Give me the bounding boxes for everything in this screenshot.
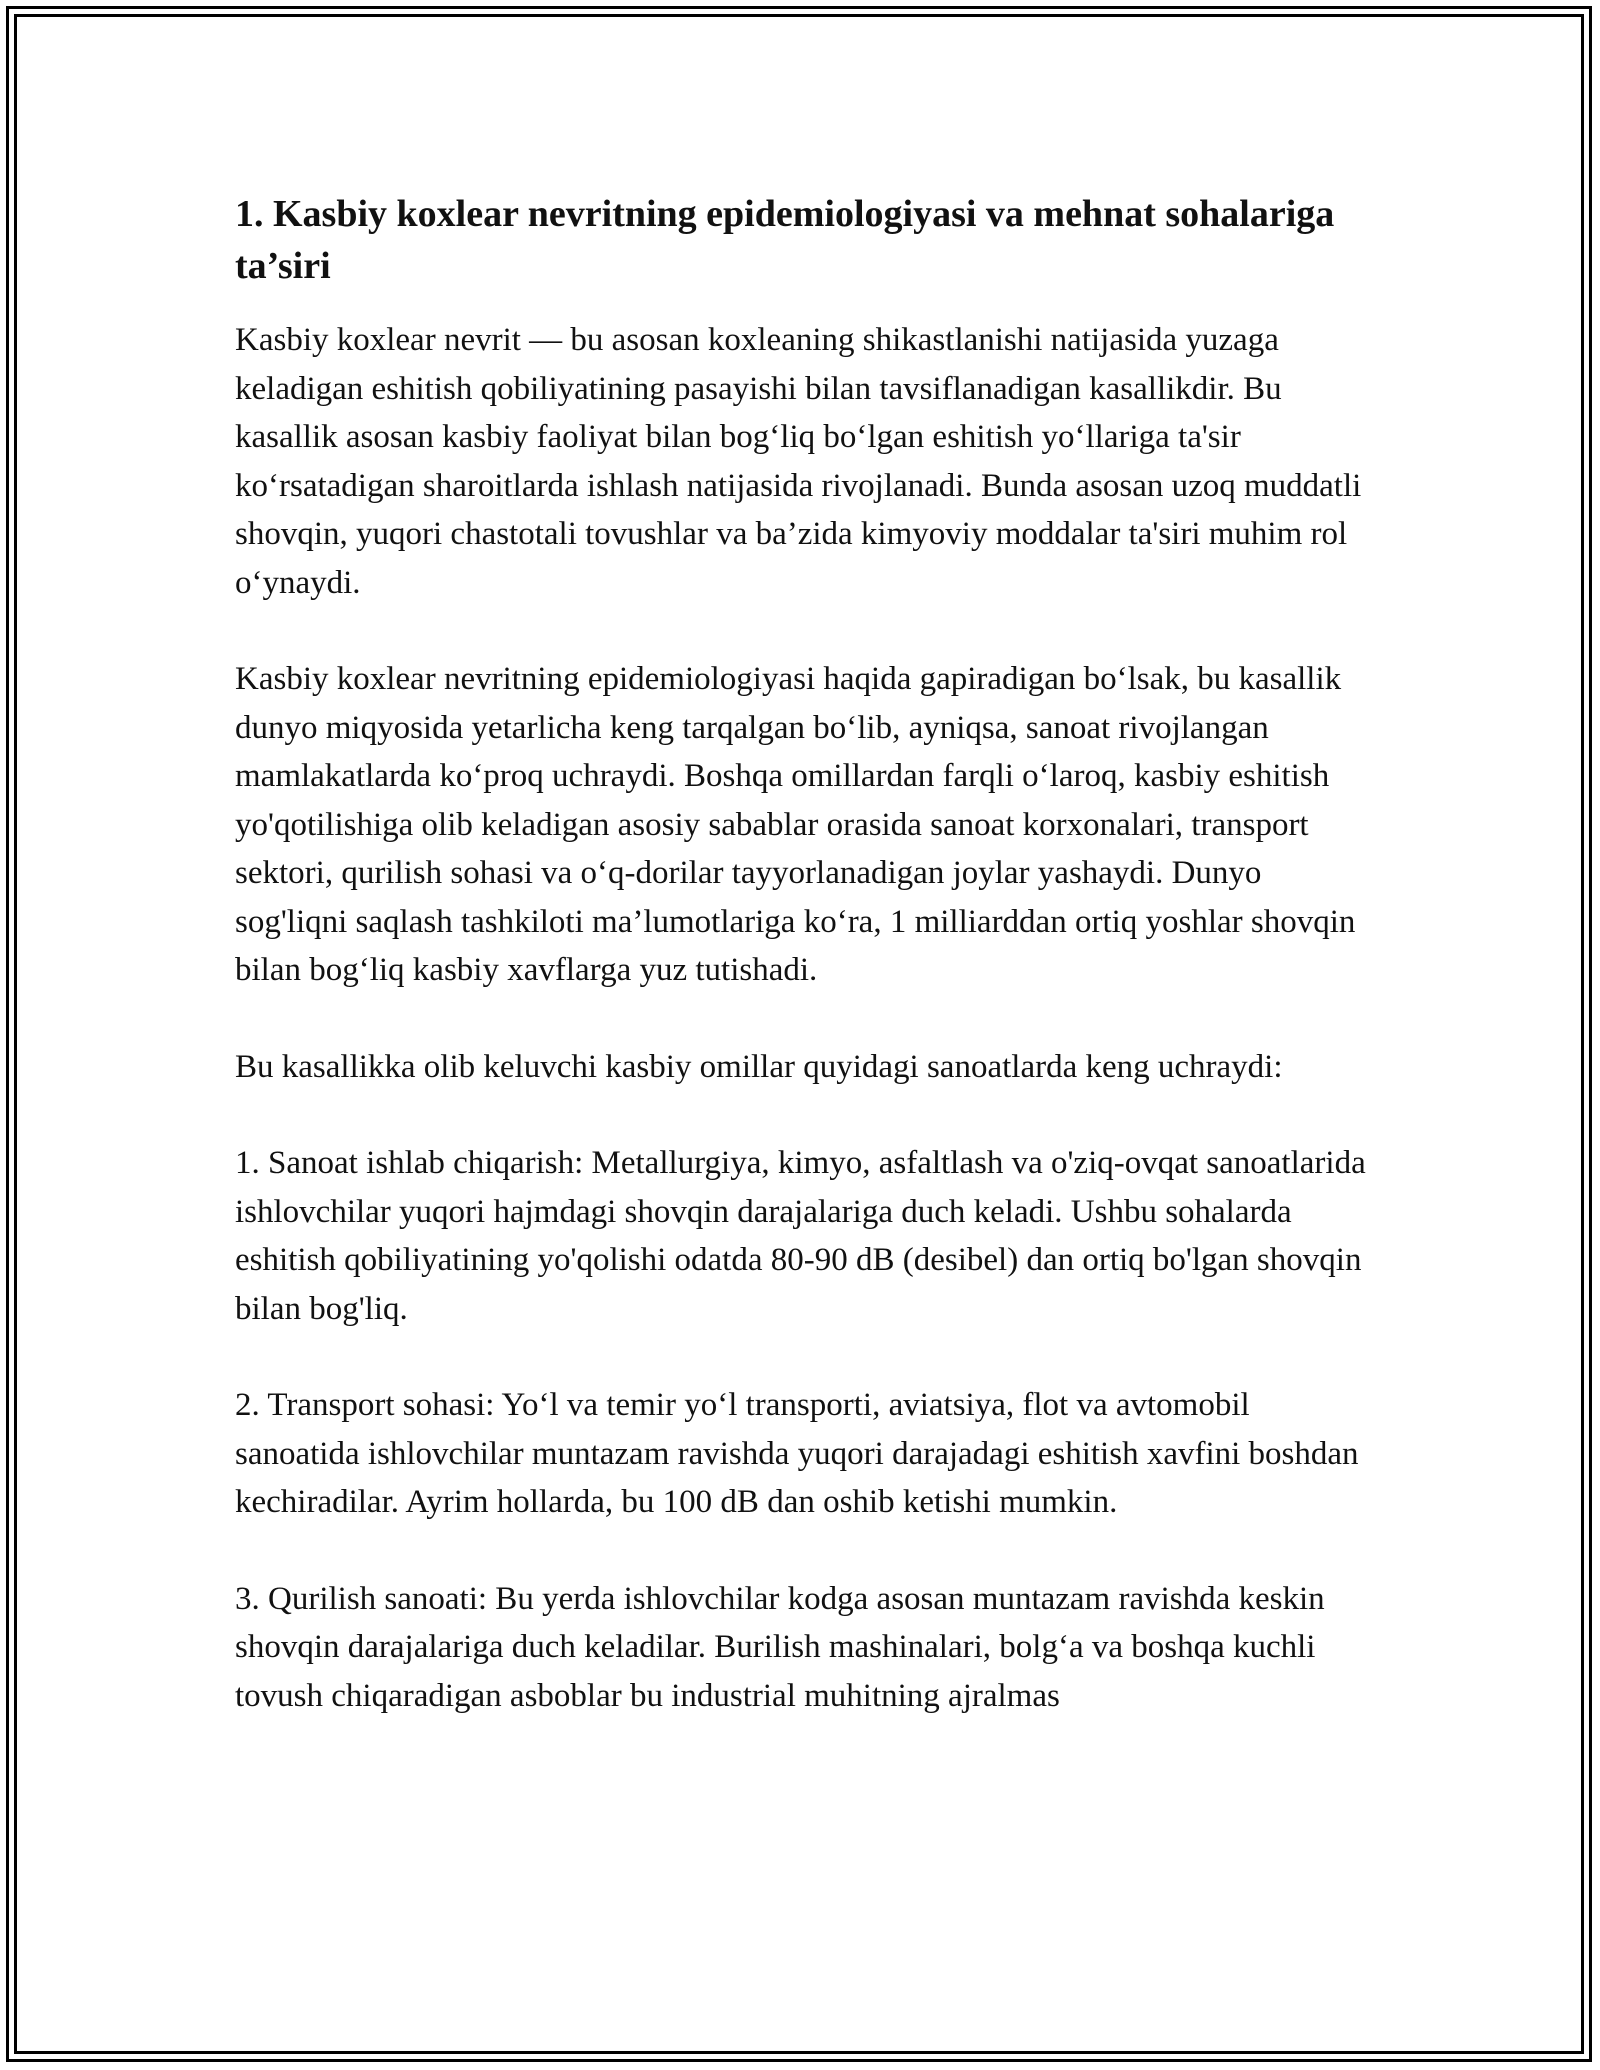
paragraph-definition: Kasbiy koxlear nevrit — bu asosan koxleaning shikastlanishi natijasida yuzaga keladigan eshitish qobiliyatining pasayishi bilan tavsiflanadigan kasallikdir. Bu kasallik asosan kasbiy faoliyat bilan bog‘liq bo‘lgan eshitish yo‘llariga ta'sir ko‘rsatadigan sharoitlarda ishlash natijasida rivojlanadi. Bunda asosan uzoq muddatli shovqin, yuqori chastotali tovushlar va ba’zida kimyoviy moddalar ta'siri muhim rol o‘ynaydi.	[235, 322, 1362, 601]
list-item-transport: 2. Transport sohasi: Yo‘l va temir yo‘l transporti, aviatsiya, flot va avtomobil sanoatida ishlovchilar muntazam ravishda yuqori darajadagi eshitish xavfini boshdan kechiradilar. Ayrim hollarda, bu 100 dB dan oshib ketishi mumkin.	[235, 1387, 1359, 1520]
paragraph-industries-intro: Bu kasallikka olib keluvchi kasbiy omillar quyidagi sanoatlarda keng uchraydi:	[235, 1048, 1283, 1085]
list-item-construction: 3. Qurilish sanoati: Bu yerda ishlovchilar kodga asosan muntazam ravishda keskin shovqin darajalariga duch keladilar. Burilish mashinalari, bolg‘a va boshqa kuchli tovush chiqaradigan asboblar bu industrial muhitning ajralmas	[235, 1580, 1325, 1714]
paragraph-epidemiology: Kasbiy koxlear nevritning epidemiologiyasi haqida gapiradigan bo‘lsak, bu kasallik dunyo miqyosida yetarlicha keng tarqalgan bo‘lib, ayniqsa, sanoat rivojlangan mamlakatlarda ko‘proq uchraydi. Boshqa omillardan farqli o‘laroq, kasbiy eshitish yo'qotilishiga olib keladigan asosiy sabablar orasida sanoat korxonalari, transport sektori, qurilish sohasi va o‘q-dorilar tayyorlanadigan joylar yashaydi. Dunyo sog'liqni saqlash tashkiloti ma’lumotlariga ko‘ra, 1 milliarddan ortiq yoshlar shovqin bilan bog‘liq kasbiy xavflarga yuz tutishadi.	[235, 661, 1356, 988]
list-item-industrial-production: 1. Sanoat ishlab chiqarish: Metallurgiya, kimyo, asfaltlash va o'ziq-ovqat sanoatlarida ishlovchilar yuqori hajmdagi shovqin darajalariga duch keladi. Ushbu sohalarda eshitish qobiliyatining yo'qolishi odatda 80-90 dB (desibel) dan ortiq bo'lgan shovqin bilan bog'liq.	[235, 1145, 1366, 1327]
section-heading: 1. Kasbiy koxlear nevritning epidemiologiyasi va mehnat sohalariga ta’siri	[235, 193, 1335, 287]
document-body	[235, 188, 1375, 1768]
